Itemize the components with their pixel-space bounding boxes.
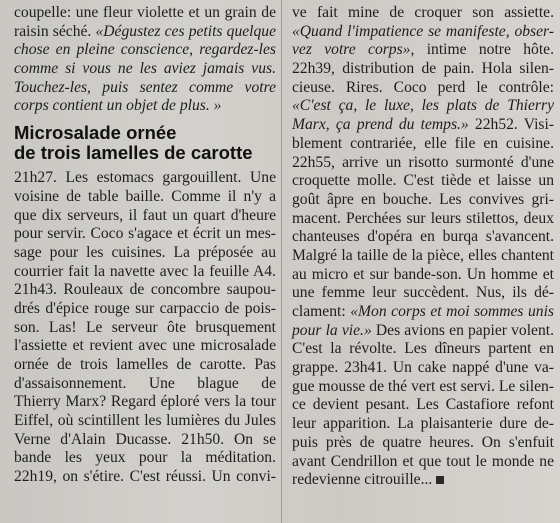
- text-line: [14, 79, 276, 98]
- text-line: [14, 431, 276, 450]
- text-line: [292, 453, 554, 472]
- body-paragraph-left: [14, 169, 276, 487]
- line-text: 22h19, on s'étire. C'est réussi. Un convi-: [14, 468, 276, 486]
- line-text: avant Cendrillon et que tout le monde ne: [292, 452, 554, 470]
- text-line: [292, 303, 554, 322]
- line-text: leur apparition. La plaisanterie dure de-: [292, 415, 554, 433]
- right-column: [292, 4, 554, 490]
- line-text: 22h39, distribution de pain. Hola silen-: [292, 60, 554, 78]
- line-text: courrier fait la navette avec la feuille A4.: [14, 262, 276, 280]
- quote-text: Touchez-les, puis sentez comme votre: [14, 78, 276, 96]
- text-line: [14, 449, 276, 468]
- text-line: [292, 79, 554, 98]
- heading-line-1: Microsalade ornée: [14, 122, 177, 144]
- line-text: l'assiette et revient avec une microsalade: [14, 337, 276, 355]
- quote-text: «Dégustez ces petits quelque: [95, 22, 277, 40]
- text-line: [14, 169, 276, 188]
- text-line: [14, 4, 276, 23]
- line-text: sage pour les cuisines. La préposée au: [14, 243, 276, 261]
- text-line: [292, 23, 554, 42]
- quote-text: Marx, ça prend du temps.»: [292, 116, 469, 134]
- text-line: [14, 225, 276, 244]
- text-line: [14, 244, 276, 263]
- line-text: une femme leur succèdent. Nus, ils dé-: [292, 284, 554, 302]
- text-line: [292, 116, 554, 135]
- line-text: C'est la révolte. Les dîneurs partent en: [292, 340, 554, 358]
- text-line: [14, 375, 276, 394]
- text-line: [292, 247, 554, 266]
- text-line: [14, 41, 276, 60]
- text-line: [292, 4, 554, 23]
- line-text: blement contrariée, elle file en cuisine.: [292, 134, 554, 152]
- text-line: [292, 434, 554, 453]
- text-line: [14, 23, 276, 42]
- text-line: [292, 284, 554, 303]
- quote-text: «Quand l'impatience se manifeste, obser-: [292, 22, 554, 40]
- text-line: [292, 415, 554, 434]
- quote-text: vez votre corps»: [292, 41, 411, 59]
- text-line: [14, 207, 276, 226]
- line-text: ornée de trois lamelles de carotte. Pas: [14, 356, 276, 373]
- text-line: [14, 319, 276, 338]
- line-text: Des avions en papier volent.: [371, 321, 554, 339]
- line-text: drés d'épice rouge sur carpaccio de pois-: [14, 299, 276, 317]
- line-text: raisin séché.: [14, 22, 96, 40]
- line-text: clament:: [292, 303, 351, 320]
- line-text: goût âpre en bouche. Les convives gri-: [292, 190, 554, 208]
- line-text: puis près de quatre heures. On s'enfuit: [292, 433, 554, 451]
- text-line: [292, 378, 554, 397]
- text-line: [292, 97, 554, 116]
- quote-text: comme si vous ne les aviez jamais vus.: [14, 60, 276, 78]
- line-text: Malgré la taille de la pièce, elles chantent: [292, 246, 554, 264]
- text-line: [292, 191, 554, 210]
- column-divider: [281, 0, 282, 523]
- section-heading: [14, 123, 276, 163]
- line-text: 21h43. Rouleaux de concombre saupou-: [14, 281, 276, 299]
- line-text: redevienne citrouille...: [292, 471, 433, 489]
- line-text: d'assaisonnement. Une blague de: [14, 374, 276, 392]
- text-line: [14, 97, 276, 116]
- quote-text: corps contient un objet de plus. »: [14, 97, 222, 115]
- line-text: , intime notre hôte.: [410, 41, 554, 59]
- line-text: coupelle: une fleur violette et un grain de: [14, 4, 276, 21]
- line-text: au micro et sur bande-son. Un homme et: [292, 265, 554, 283]
- text-line: [292, 60, 554, 79]
- line-text: cieuse. Rires. Coco perd le contrôle:: [292, 78, 554, 96]
- left-column: [14, 4, 276, 487]
- line-text: gue mousse de thé vert est servi. Le silen-: [292, 377, 554, 395]
- line-text: macent. Perchées sur leurs stilettos, deux: [292, 209, 554, 227]
- text-line: [292, 135, 554, 154]
- text-line: [292, 340, 554, 359]
- line-text: grappe. 23h41. Un cake nappé d'une va-: [292, 359, 554, 377]
- text-line: [14, 263, 276, 282]
- line-text: 22h55, arrive un risotto surmonté d'une: [292, 153, 554, 171]
- line-text: 22h52. Visi-: [468, 116, 554, 134]
- text-line: [292, 154, 554, 173]
- text-line: [292, 210, 554, 229]
- line-text: Verne d'Alain Ducasse. 21h50. On se: [14, 430, 276, 448]
- line-text: Thierry Marx? Regard éploré vers la tour: [14, 393, 276, 411]
- quote-text: chose en pleine conscience, regardez-les: [14, 41, 276, 59]
- text-line: [292, 359, 554, 378]
- text-line: [292, 172, 554, 191]
- text-line: [14, 60, 276, 79]
- text-line: [14, 356, 276, 375]
- heading-line-2: de trois lamelles de carotte: [14, 142, 253, 164]
- text-line: [14, 337, 276, 356]
- text-line: [14, 468, 276, 487]
- line-text: ce devient pesant. Les Castafiore refont: [292, 396, 554, 414]
- text-line: [292, 396, 554, 415]
- line-text: bande les yeux pour la méditation.: [14, 449, 276, 467]
- line-text: croquette molle. C'est tiède et laisse un: [292, 172, 554, 190]
- text-line: [292, 228, 554, 247]
- line-text: chanteuses d'opéra en burqa s'avancent.: [292, 228, 554, 246]
- line-text: ve fait mine de croquer son assiette.: [292, 4, 554, 21]
- line-text: Eiffel, où scintillent les lumières du Jules: [14, 412, 276, 430]
- intro-paragraph: [14, 4, 276, 116]
- text-line: [292, 471, 554, 490]
- text-line: [14, 188, 276, 207]
- text-line: [14, 393, 276, 412]
- end-of-article-mark-icon: [436, 476, 444, 484]
- text-line: [292, 41, 554, 60]
- line-text: pour servir. Coco s'agace et écrit un mes-: [14, 225, 276, 243]
- quote-text: «Mon corps et moi sommes unis: [350, 303, 554, 320]
- line-text: que dix serveurs, il faut un quart d'heure: [14, 206, 276, 224]
- text-line: [292, 266, 554, 285]
- text-line: [14, 412, 276, 431]
- line-text: voisine de table baille. Comme il n'y a: [14, 187, 276, 205]
- text-line: [292, 322, 554, 341]
- quote-text: «C'est ça, le luxe, les plats de Thierry: [292, 97, 554, 115]
- line-text: 21h27. Les estomacs gargouillent. Une: [14, 169, 276, 187]
- line-text: son. Las! Le serveur ôte brusquement: [14, 318, 276, 336]
- text-line: [14, 300, 276, 319]
- text-line: [14, 281, 276, 300]
- quote-text: pour la vie.»: [292, 321, 372, 339]
- body-paragraph-right: [292, 4, 554, 490]
